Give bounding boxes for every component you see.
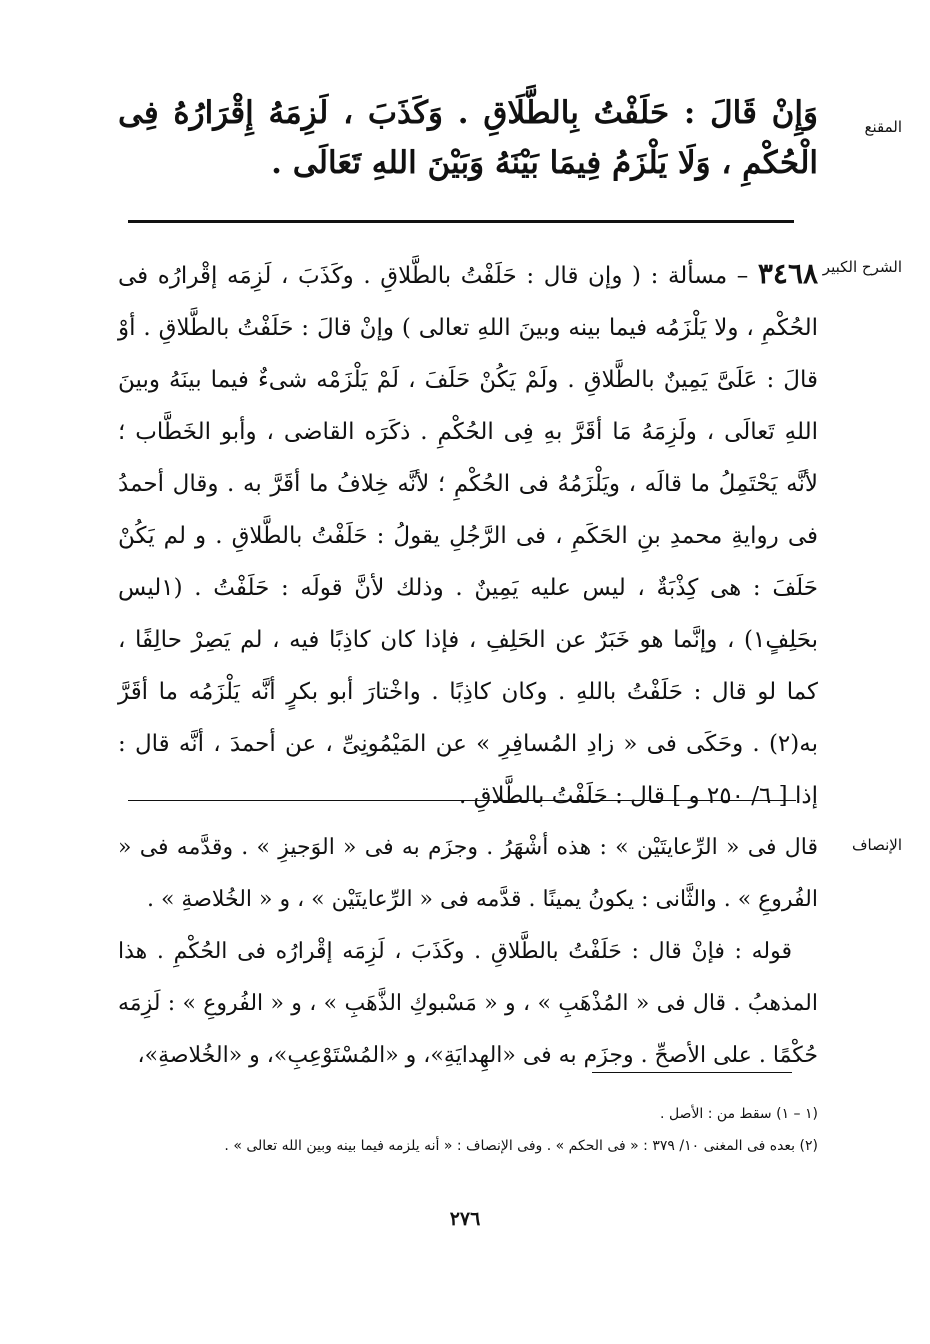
insaf-label: الإنصاف xyxy=(851,836,902,854)
footnote-2: (٢) بعده فى المغنى ١٠/ ٣٧٩ : « فى الحكم » . وفى الإنصاف : « أنه يلزمه فيما بينه وبين الله تعالى » . xyxy=(224,1138,818,1154)
section-divider-thin xyxy=(128,800,796,801)
footnote-1: (١ – ١) سقط من : الأصل . xyxy=(660,1106,818,1122)
insaf-paragraph-2: قوله : فإنْ قال : حَلَفْتُ بالطَّلاقِ . وكَذَبَ ، لَزِمَه إقْرارُه فى الحُكْمِ . هذا المذهبُ . قال فى « المُذْهَبِ » ، و « مَسْبوكِ الذَّهَبِ » ، و « الفُروعِ » : لَزِمَه حُكْمًا . على الأصحِّ . وجزَم به فى «الهِدايَةِ»، و «المُسْتَوْعِبِ»، و «الخُلاصةِ»، xyxy=(118,939,818,1068)
footnote-divider xyxy=(592,1072,792,1073)
sharh-label: الشرح الكبير xyxy=(822,258,902,276)
sharh-paragraph xyxy=(118,248,818,822)
muqni-paragraph: وَإِنْ قَالَ : حَلَفْتُ بِالطَّلَاقِ . وَكَذَبَ ، لَزِمَهُ إِقْرَارُهُ فِى الْحُكْمِ ، وَلَا يَلْزَمُ فِيمَا بَيْنَهُ وَبَيْنَ اللهِ تَعَالَى . xyxy=(118,95,818,181)
muqni-text-block xyxy=(118,88,818,188)
page-number: ٢٧٦ xyxy=(449,1208,481,1230)
section-divider-thick xyxy=(128,220,794,223)
sharh-body: – مسألة : ( وإن قال : حَلَفْتُ بالطَّلاقِ . وكَذَبَ ، لَزِمَه إقْرارُه فى الحُكْمِ ، ولا يَلْزَمُه فيما بينه وبينَ اللهِ تعالى ) وإنْ قالَ : حَلَفْتُ بالطَّلاقِ . أوْ قالَ : عَلَىَّ يَمِينٌ بالطَّلاقِ . ولَمْ يَكُنْ حَلَفَ ، لَمْ يَلْزَمْه شىءٌ فيما بينَهُ وبينَ اللهِ تَعالَى ، ولَزِمَهُ مَا أقَرَّ بهِ فِى الحُكْمِ . ذكَرَه القاضى ، وأبو الخَطَّاب ؛ لأنَّه يَحْتَمِلُ ما قالَه ، ويَلْزَمُهُ فى الحُكْمِ ؛ لأنَّه خِلافُ ما أقَرَّ به . وقال أحمدُ فى روايةِ محمدِ بنِ الحَكَمِ ، فى الرَّجُلِ يقولُ : حَلَفْتُ بالطَّلاقِ . و لم يَكُنْ حَلَفَ : هى كِذْبَةٌ ، ليس عليه يَمِينٌ . وذلك لأنَّ قولَه : حَلَفْتُ . (١ليس بحَلِفٍ١) ، وإنَّما هو خَبَرٌ عن الحَلِفِ ، فإذا كان كاذِبًا فيه ، لم يَصِرْ حالِفًا ، كما لو قال : حَلَفْتُ باللهِ . وكان كاذِبًا . واخْتارَ أبو بكرٍ أنَّه يَلْزَمُه ما أقَرَّ به(٢) . وحَكَى فى « زادِ المُسافِرِ » عن المَيْمُونِىِّ ، عن أحمدَ ، أنَّه قال : إذا [ ٦/ ٢٥٠ و ] قال : حَلَفْتُ بالطَّلاقِ . xyxy=(118,263,818,809)
insaf-paragraph-1: قال فى « الرِّعايتَيْن » : هذه أشْهَرُ . وجزَم به فى « الوَجيزِ » . وقدَّمه فى « الفُروعِ » . والثَّانى : يكونُ يمينًا . قدَّمه فى « الرِّعايتَيْن » ، و « الخُلاصةِ » . xyxy=(118,835,818,912)
sharh-text-block xyxy=(118,248,818,822)
muqni-label: المقنع xyxy=(864,118,902,136)
issue-number: ٣٤٦٨ xyxy=(757,257,819,290)
insaf-text-block xyxy=(118,822,818,1082)
footnotes xyxy=(118,1098,818,1162)
